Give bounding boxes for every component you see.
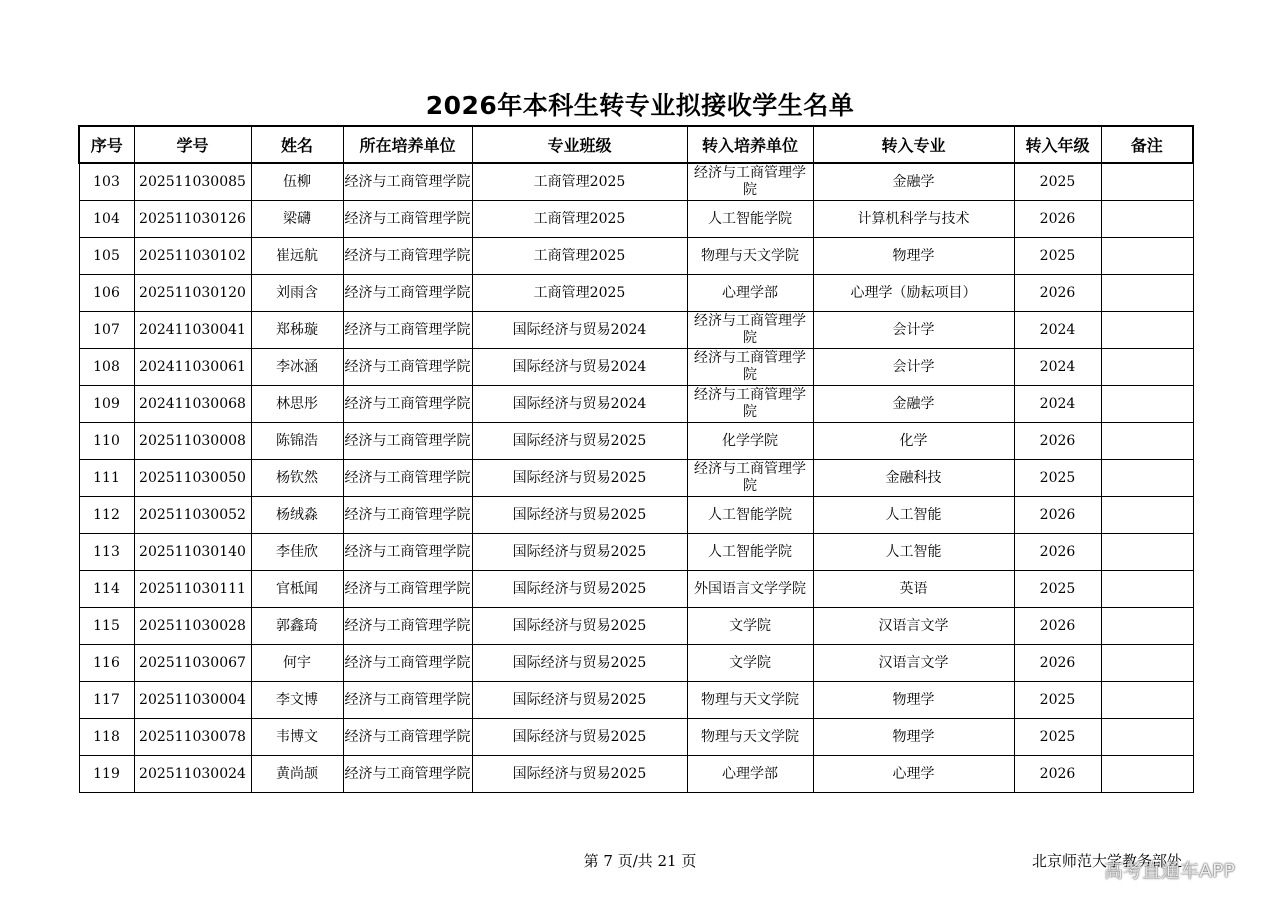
- cell-student-id: 202511030078: [134, 719, 251, 756]
- cell-target-grade: 2024: [1014, 312, 1101, 349]
- table-row: [79, 756, 1193, 793]
- cell-target-major: 金融学: [813, 163, 1014, 201]
- cell-target-grade: 2026: [1014, 756, 1101, 793]
- table-row: [79, 460, 1193, 497]
- cell-target-unit: [687, 682, 813, 719]
- cell-index: 105: [79, 238, 134, 275]
- cell-student-id: 202511030008: [134, 423, 251, 460]
- cell-target-major: 计算机科学与技术: [813, 201, 1014, 238]
- cell-target-major: 物理学: [813, 682, 1014, 719]
- table-header-row: [79, 126, 1193, 163]
- cell-index: 112: [79, 497, 134, 534]
- cell-remarks: [1101, 571, 1193, 608]
- cell-remarks: [1101, 386, 1193, 423]
- cell-target-unit-text: 物理与天文学院: [701, 691, 799, 708]
- cell-remarks: [1101, 423, 1193, 460]
- header-target-major: 转入专业: [813, 126, 1014, 163]
- cell-current-unit-text: 经济与工商管理学院: [344, 543, 471, 560]
- cell-target-major: 金融科技: [813, 460, 1014, 497]
- cell-current-unit: [343, 275, 472, 312]
- cell-student-id: 202511030111: [134, 571, 251, 608]
- table-row: [79, 423, 1193, 460]
- cell-target-unit: [687, 460, 813, 497]
- cell-current-unit-text: 经济与工商管理学院: [344, 432, 471, 449]
- cell-remarks: [1101, 349, 1193, 386]
- header-target-unit: 转入培养单位: [687, 126, 813, 163]
- cell-index: 106: [79, 275, 134, 312]
- cell-remarks: [1101, 163, 1193, 201]
- cell-name: 李佳欣: [251, 534, 343, 571]
- cell-name: 杨绒淼: [251, 497, 343, 534]
- cell-student-id: 202511030067: [134, 645, 251, 682]
- student-roster-table: [78, 125, 1194, 793]
- cell-name: 李冰涵: [251, 349, 343, 386]
- cell-target-unit: [687, 571, 813, 608]
- table-row: [79, 497, 1193, 534]
- cell-target-major: 汉语言文学: [813, 608, 1014, 645]
- cell-target-unit: [687, 386, 813, 423]
- table-row: [79, 163, 1193, 201]
- cell-index: 108: [79, 349, 134, 386]
- table-row: [79, 719, 1193, 756]
- cell-target-unit-text: 文学院: [729, 617, 771, 634]
- cell-target-grade: 2026: [1014, 534, 1101, 571]
- cell-target-grade: 2025: [1014, 682, 1101, 719]
- cell-target-unit-text: 经济与工商管理学院: [694, 350, 806, 383]
- header-target-grade: 转入年级: [1014, 126, 1101, 163]
- cell-target-unit-text: 经济与工商管理学院: [694, 165, 806, 198]
- cell-target-unit: [687, 645, 813, 682]
- cell-current-unit: [343, 312, 472, 349]
- cell-name: 何宇: [251, 645, 343, 682]
- cell-target-major: 化学: [813, 423, 1014, 460]
- cell-target-grade: 2026: [1014, 497, 1101, 534]
- cell-target-unit: [687, 608, 813, 645]
- cell-current-unit-text: 经济与工商管理学院: [344, 728, 471, 745]
- cell-current-unit-text: 经济与工商管理学院: [344, 580, 471, 597]
- cell-current-unit-text: 经济与工商管理学院: [344, 210, 471, 227]
- cell-remarks: [1101, 719, 1193, 756]
- cell-name: 陈锦浩: [251, 423, 343, 460]
- cell-target-major: 会计学: [813, 349, 1014, 386]
- issuing-office: 北京师范大学教务部处: [1032, 852, 1183, 870]
- document-title: 2026年本科生转专业拟接收学生名单: [425, 91, 855, 120]
- cell-target-unit-text: 心理学部: [722, 284, 778, 301]
- cell-target-grade: 2025: [1014, 460, 1101, 497]
- header-student-id: 学号: [134, 126, 251, 163]
- cell-class: 国际经济与贸易2025: [472, 608, 687, 645]
- cell-current-unit: [343, 571, 472, 608]
- table-row: [79, 682, 1193, 719]
- cell-student-id: 202511030024: [134, 756, 251, 793]
- cell-student-id: 202411030061: [134, 349, 251, 386]
- cell-current-unit: [343, 608, 472, 645]
- cell-class: 工商管理2025: [472, 275, 687, 312]
- table-row: [79, 608, 1193, 645]
- cell-target-grade: 2025: [1014, 238, 1101, 275]
- cell-index: 110: [79, 423, 134, 460]
- cell-index: 118: [79, 719, 134, 756]
- cell-student-id: 202411030068: [134, 386, 251, 423]
- cell-current-unit: [343, 497, 472, 534]
- table-row: [79, 645, 1193, 682]
- cell-target-unit-text: 心理学部: [722, 765, 778, 782]
- table-row: [79, 534, 1193, 571]
- cell-index: 117: [79, 682, 134, 719]
- cell-index: 109: [79, 386, 134, 423]
- cell-target-unit-text: 人工智能学院: [708, 210, 792, 227]
- cell-student-id: 202511030126: [134, 201, 251, 238]
- cell-name: 官柢闻: [251, 571, 343, 608]
- cell-name: 韦博文: [251, 719, 343, 756]
- cell-target-grade: 2026: [1014, 275, 1101, 312]
- cell-target-unit: [687, 756, 813, 793]
- cell-target-grade: 2024: [1014, 386, 1101, 423]
- header-remarks: 备注: [1101, 126, 1193, 163]
- cell-index: 104: [79, 201, 134, 238]
- cell-index: 119: [79, 756, 134, 793]
- cell-remarks: [1101, 312, 1193, 349]
- cell-class: 国际经济与贸易2024: [472, 312, 687, 349]
- cell-current-unit: [343, 719, 472, 756]
- cell-student-id: 202511030052: [134, 497, 251, 534]
- cell-current-unit: [343, 682, 472, 719]
- cell-student-id: 202511030028: [134, 608, 251, 645]
- cell-current-unit-text: 经济与工商管理学院: [344, 617, 471, 634]
- cell-target-grade: 2025: [1014, 163, 1101, 201]
- header-index: 序号: [79, 126, 134, 163]
- cell-index: 103: [79, 163, 134, 201]
- cell-current-unit-text: 经济与工商管理学院: [344, 654, 471, 671]
- cell-target-major: 人工智能: [813, 534, 1014, 571]
- cell-remarks: [1101, 497, 1193, 534]
- cell-current-unit: [343, 460, 472, 497]
- cell-class: 工商管理2025: [472, 163, 687, 201]
- cell-target-unit-text: 外国语言文学学院: [694, 580, 806, 597]
- cell-current-unit-text: 经济与工商管理学院: [344, 395, 471, 412]
- cell-class: 国际经济与贸易2024: [472, 386, 687, 423]
- cell-target-unit-text: 人工智能学院: [708, 543, 792, 560]
- cell-current-unit-text: 经济与工商管理学院: [344, 765, 471, 782]
- cell-remarks: [1101, 460, 1193, 497]
- table-row: [79, 349, 1193, 386]
- cell-target-unit-text: 人工智能学院: [708, 506, 792, 523]
- cell-target-unit: [687, 238, 813, 275]
- cell-target-unit: [687, 497, 813, 534]
- cell-class: 国际经济与贸易2025: [472, 756, 687, 793]
- cell-remarks: [1101, 201, 1193, 238]
- cell-name: 杨钦然: [251, 460, 343, 497]
- cell-target-unit-text: 经济与工商管理学院: [694, 313, 806, 346]
- cell-current-unit: [343, 534, 472, 571]
- watermark-text: 高考直通车APP: [1104, 860, 1235, 882]
- cell-target-grade: 2026: [1014, 645, 1101, 682]
- cell-class: 国际经济与贸易2024: [472, 349, 687, 386]
- cell-target-major: 心理学: [813, 756, 1014, 793]
- cell-remarks: [1101, 756, 1193, 793]
- cell-index: 113: [79, 534, 134, 571]
- cell-current-unit: [343, 645, 472, 682]
- cell-target-unit: [687, 312, 813, 349]
- cell-name: 梁礴: [251, 201, 343, 238]
- cell-current-unit-text: 经济与工商管理学院: [344, 247, 471, 264]
- cell-target-unit: [687, 201, 813, 238]
- cell-target-major: 物理学: [813, 719, 1014, 756]
- cell-current-unit-text: 经济与工商管理学院: [344, 691, 471, 708]
- cell-class: 工商管理2025: [472, 238, 687, 275]
- cell-current-unit: [343, 349, 472, 386]
- cell-current-unit-text: 经济与工商管理学院: [344, 284, 471, 301]
- cell-target-grade: 2026: [1014, 608, 1101, 645]
- table-row: [79, 571, 1193, 608]
- cell-target-unit: [687, 534, 813, 571]
- cell-remarks: [1101, 608, 1193, 645]
- cell-remarks: [1101, 682, 1193, 719]
- cell-name: 伍柳: [251, 163, 343, 201]
- cell-name: 黄尚颉: [251, 756, 343, 793]
- cell-current-unit: [343, 201, 472, 238]
- cell-class: 国际经济与贸易2025: [472, 497, 687, 534]
- cell-target-major: 物理学: [813, 238, 1014, 275]
- cell-index: 107: [79, 312, 134, 349]
- cell-target-major: 汉语言文学: [813, 645, 1014, 682]
- cell-target-unit: [687, 349, 813, 386]
- cell-index: 115: [79, 608, 134, 645]
- cell-index: 116: [79, 645, 134, 682]
- cell-target-unit-text: 经济与工商管理学院: [694, 387, 806, 420]
- cell-current-unit: [343, 163, 472, 201]
- cell-current-unit-text: 经济与工商管理学院: [344, 506, 471, 523]
- table-row: [79, 386, 1193, 423]
- cell-target-major: 金融学: [813, 386, 1014, 423]
- cell-target-unit-text: 化学学院: [722, 432, 778, 449]
- cell-student-id: 202511030120: [134, 275, 251, 312]
- cell-class: 国际经济与贸易2025: [472, 645, 687, 682]
- cell-target-grade: 2025: [1014, 571, 1101, 608]
- header-class: 专业班级: [472, 126, 687, 163]
- cell-target-major: 会计学: [813, 312, 1014, 349]
- cell-target-unit-text: 物理与天文学院: [701, 247, 799, 264]
- cell-class: 工商管理2025: [472, 201, 687, 238]
- cell-name: 郭鑫琦: [251, 608, 343, 645]
- cell-current-unit-text: 经济与工商管理学院: [344, 321, 471, 338]
- cell-class: 国际经济与贸易2025: [472, 534, 687, 571]
- cell-target-major: 英语: [813, 571, 1014, 608]
- table-row: [79, 312, 1193, 349]
- cell-class: 国际经济与贸易2025: [472, 423, 687, 460]
- cell-target-major: 心理学（励耘项目）: [813, 275, 1014, 312]
- cell-target-unit-text: 文学院: [729, 654, 771, 671]
- cell-student-id: 202511030140: [134, 534, 251, 571]
- cell-remarks: [1101, 275, 1193, 312]
- cell-current-unit-text: 经济与工商管理学院: [344, 358, 471, 375]
- cell-current-unit: [343, 423, 472, 460]
- cell-current-unit-text: 经济与工商管理学院: [344, 173, 471, 190]
- cell-class: 国际经济与贸易2025: [472, 682, 687, 719]
- cell-target-grade: 2025: [1014, 719, 1101, 756]
- cell-current-unit-text: 经济与工商管理学院: [344, 469, 471, 486]
- cell-student-id: 202511030085: [134, 163, 251, 201]
- cell-target-unit: [687, 423, 813, 460]
- cell-student-id: 202511030050: [134, 460, 251, 497]
- cell-remarks: [1101, 534, 1193, 571]
- cell-target-grade: 2024: [1014, 349, 1101, 386]
- cell-target-unit: [687, 163, 813, 201]
- cell-student-id: 202411030041: [134, 312, 251, 349]
- cell-name: 刘雨含: [251, 275, 343, 312]
- table-row: [79, 201, 1193, 238]
- cell-index: 114: [79, 571, 134, 608]
- cell-name: 李文博: [251, 682, 343, 719]
- cell-remarks: [1101, 645, 1193, 682]
- cell-current-unit: [343, 756, 472, 793]
- cell-remarks: [1101, 238, 1193, 275]
- cell-target-unit: [687, 719, 813, 756]
- cell-target-major: 人工智能: [813, 497, 1014, 534]
- cell-class: 国际经济与贸易2025: [472, 460, 687, 497]
- cell-name: 崔远航: [251, 238, 343, 275]
- cell-index: 111: [79, 460, 134, 497]
- table-row: [79, 238, 1193, 275]
- cell-student-id: 202511030004: [134, 682, 251, 719]
- header-name: 姓名: [251, 126, 343, 163]
- cell-target-unit-text: 经济与工商管理学院: [694, 461, 806, 494]
- cell-target-unit: [687, 275, 813, 312]
- cell-name: 林思彤: [251, 386, 343, 423]
- cell-class: 国际经济与贸易2025: [472, 571, 687, 608]
- cell-student-id: 202511030102: [134, 238, 251, 275]
- page-number: 第 7 页/共 21 页: [583, 852, 697, 870]
- cell-target-unit-text: 物理与天文学院: [701, 728, 799, 745]
- cell-target-grade: 2026: [1014, 423, 1101, 460]
- table-row: [79, 275, 1193, 312]
- cell-current-unit: [343, 386, 472, 423]
- header-current-unit: 所在培养单位: [343, 126, 472, 163]
- cell-current-unit: [343, 238, 472, 275]
- cell-target-grade: 2026: [1014, 201, 1101, 238]
- cell-class: 国际经济与贸易2025: [472, 719, 687, 756]
- cell-name: 郑秭璇: [251, 312, 343, 349]
